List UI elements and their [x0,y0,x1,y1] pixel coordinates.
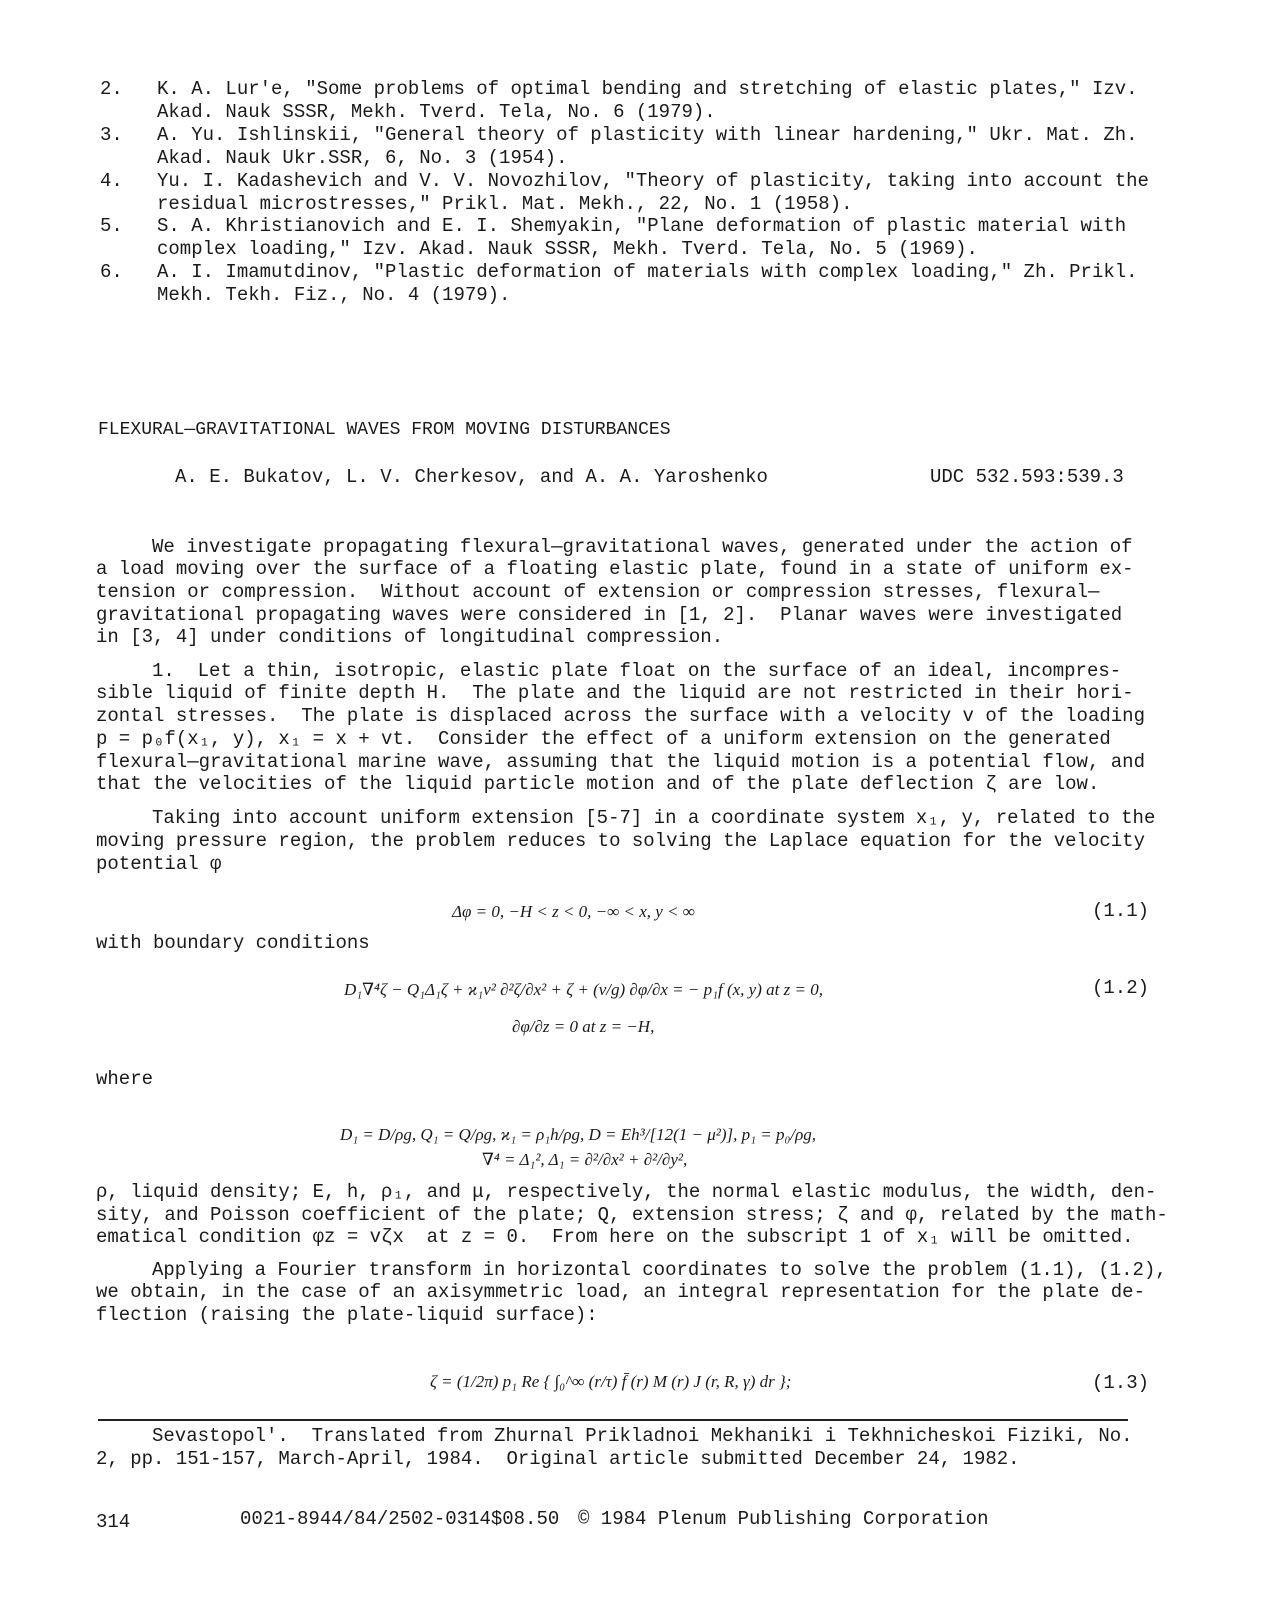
equation-1-2-line-1: D₁∇⁴ζ − Q₁Δ₁ζ + ϰ₁v² ∂²ζ/∂x² + ζ + (v/g) ∂φ/∂x = − p₁f (x, y) at z = 0, [344,980,823,999]
text-line: tension or compression. Without account of extension or compression stresses, flexural— [96,581,1100,603]
text-line: sity, and Poisson coefficient of the plate; Q, extension stress; ζ and φ, related by the math- [96,1204,1168,1226]
text-line: that the velocities of the liquid particle motion and of the plate deflection ζ are low. [96,773,1100,795]
definitions-line-2: ∇⁴ = Δ₁², Δ₁ = ∂²/∂x² + ∂²/∂y², [482,1150,688,1169]
publication-code: 0021-8944/84/2502-0314$08.50 [240,1508,560,1530]
footnote-line: 2, pp. 151-157, March-April, 1984. Original article submitted December 24, 1982. [96,1448,1020,1470]
text-line: 1. Let a thin, isotropic, elastic plate float on the surface of an ideal, incompres- [152,660,1122,682]
equation-1-2-line-2: ∂φ/∂z = 0 at z = −H, [512,1017,655,1036]
text-line: Applying a Fourier transform in horizontal coordinates to solve the problem (1.1), (1.2), [152,1259,1167,1281]
text-line: p = p₀f(x₁, y), x₁ = x + vt. Consider the effect of a uniform extension on the generated [96,728,1111,750]
text-line: We investigate propagating flexural—gravitational waves, generated under the action of [152,536,1133,558]
text-line: moving pressure region, the problem reduces to solving the Laplace equation for the velocity [96,830,1145,852]
text-line: zontal stresses. The plate is displaced across the surface with a velocity v of the loading [96,705,1145,727]
text-line: ρ, liquid density; E, h, ρ₁, and μ, respectively, the normal elastic modulus, the width, den- [96,1181,1157,1203]
equation-number: (1.3) [1091,1372,1149,1394]
text-line: flection (raising the plate-liquid surface): [96,1304,598,1326]
footnote-divider [98,1419,1128,1421]
text-line: gravitational propagating waves were considered in [1, 2]. Planar waves were investigated [96,604,1123,626]
reference-number: 4. [100,170,123,192]
text-line: sible liquid of finite depth H. The plate and the liquid are not restricted in their hori- [96,682,1134,704]
equation-number: (1.2) [1091,977,1149,999]
reference-number: 6. [100,261,123,283]
text-line: with boundary conditions [96,932,370,954]
udc-code: UDC 532.593:539.3 [930,466,1124,488]
article-authors: A. E. Bukatov, L. V. Cherkesov, and A. A. Yaroshenko [175,466,768,488]
reference-line: complex loading," Izv. Akad. Nauk SSSR, Mekh. Tverd. Tela, No. 5 (1969). [157,238,978,260]
reference-line: Akad. Nauk Ukr.SSR, 6, No. 3 (1954). [157,147,568,169]
text-line: Taking into account uniform extension [5-7] in a coordinate system x₁, y, related to the [152,807,1156,829]
reference-line: S. A. Khristianovich and E. I. Shemyakin, "Plane deformation of plastic material with [157,215,1127,237]
text-line: potential φ [96,853,222,875]
text-line: we obtain, in the case of an axisymmetric load, an integral representation for the plate de- [96,1281,1145,1303]
text-line: where [96,1068,154,1090]
text-line: ematical condition φz = vζx at z = 0. From here on the subscript 1 of x₁ will be omitted. [96,1226,1134,1248]
reference-line: Mekh. Tekh. Fiz., No. 4 (1979). [157,284,511,306]
equation-1-1: Δφ = 0, −H < z < 0, −∞ < x, y < ∞ [452,902,695,921]
reference-number: 3. [100,124,123,146]
definitions-line-1: D₁ = D/ρg, Q₁ = Q/ρg, ϰ₁ = ρ₁h/ρg, D = Eh³/[12(1 − μ²)], p₁ = p₀/ρg, [340,1125,817,1144]
reference-line: K. A. Lur'e, "Some problems of optimal bending and stretching of elastic plates," Izv. [157,78,1138,100]
page-number: 314 [96,1511,131,1533]
reference-line: residual microstresses," Prikl. Mat. Mekh., 22, No. 1 (1958). [157,193,853,215]
text-line: in [3, 4] under conditions of longitudinal compression. [96,626,724,648]
equation-1-3: ζ = (1/2π) p₁ Re { ∫₀^∞ (r/τ) f̄ (r) M (r) J (r, R, γ) dr }; [430,1372,792,1391]
equation-number: (1.1) [1091,900,1149,922]
copyright-notice: © 1984 Plenum Publishing Corporation [578,1508,989,1530]
article-title: FLEXURAL—GRAVITATIONAL WAVES FROM MOVING DISTURBANCES [98,420,671,440]
reference-line: Yu. I. Kadashevich and V. V. Novozhilov, "Theory of plasticity, taking into account the [157,170,1149,192]
reference-line: Akad. Nauk SSSR, Mekh. Tverd. Tela, No. 6 (1979). [157,101,716,123]
reference-number: 2. [100,78,123,100]
text-line: flexural—gravitational marine wave, assuming that the liquid motion is a potential flow, and [96,751,1145,773]
text-line: a load moving over the surface of a floating elastic plate, found in a state of uniform ex- [96,558,1134,580]
reference-number: 5. [100,215,123,237]
reference-line: A. I. Imamutdinov, "Plastic deformation of materials with complex loading," Zh. Prikl. [157,261,1138,283]
footnote-line: Sevastopol'. Translated from Zhurnal Prikladnoi Mekhaniki i Tekhnicheskoi Fiziki, No. [152,1425,1133,1447]
reference-line: A. Yu. Ishlinskii, "General theory of plasticity with linear hardening," Ukr. Mat. Zh. [157,124,1138,146]
